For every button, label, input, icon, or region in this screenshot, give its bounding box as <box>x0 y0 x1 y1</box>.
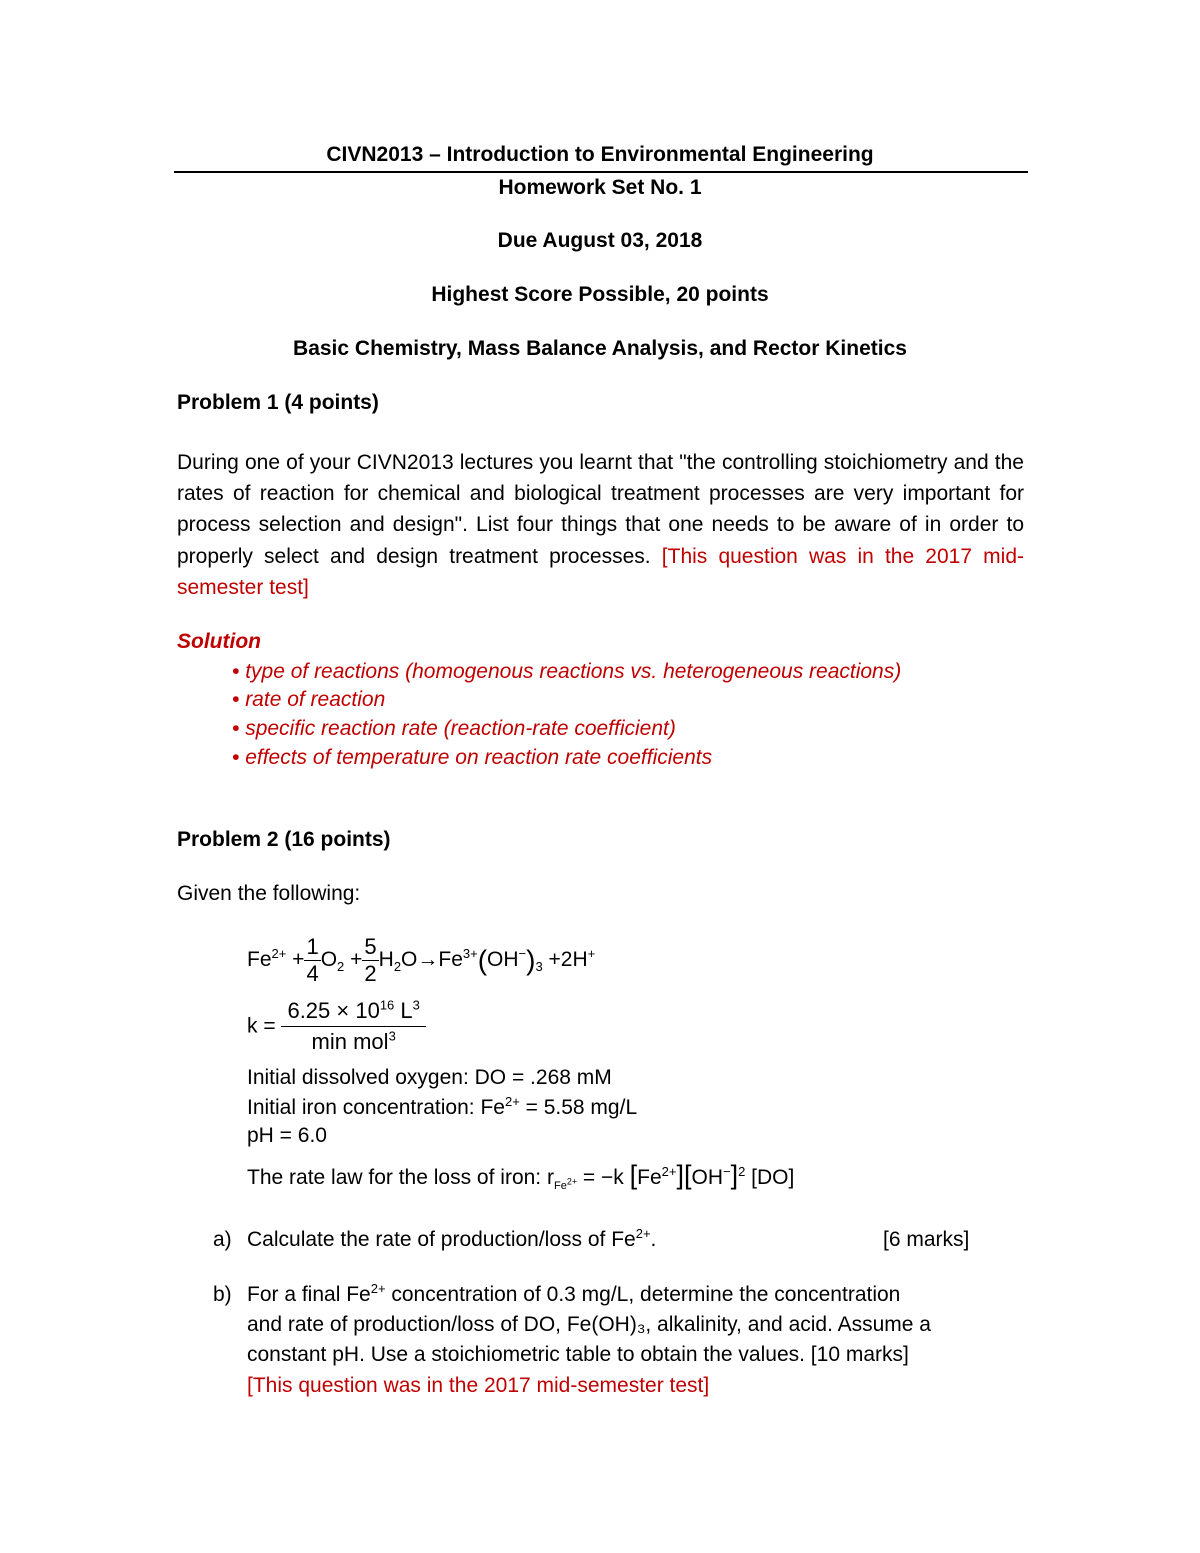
problem2-intro: Given the following: <box>177 882 361 905</box>
part-a-text: Calculate the rate of production/loss of $Fe^{2+}$. <box>247 1226 657 1251</box>
reaction-equation: $Fe^{2+}$ + $\frac{1}{4}$ $O_2$ + $\frac{5}{2}$ $H_2O\to Fe^{3+}(OH^-)_3 +2H^+$ <box>247 934 596 986</box>
problem1-note: [This question was in the 2017 mid-semester test] <box>177 544 1025 599</box>
solution-heading: Solution <box>177 630 261 653</box>
due-date: Due August 03, 2018 <box>497 229 703 252</box>
initial-iron: Initial iron concentration: $Fe^{2+} = 5.58$ mg/L <box>247 1094 638 1119</box>
problem1-body: During one of your CIVN2013 lectures you learnt that "the controlling stoichiometry and the rates of reaction for chemical and biological treatment processes are very important for process selection and design". List four things that one needs to be aware of in order to properly select and design treatment processes. <box>177 451 1024 568</box>
course-title: CIVN2013 – Introduction to Environmental Engineering <box>326 143 874 166</box>
problem1-heading: Problem 1 (4 points) <box>177 391 379 414</box>
part-b-note: [This question was in the 2017 mid-semester test] <box>247 1374 710 1397</box>
homework-title: Homework Set No. 1 <box>498 176 702 199</box>
initial-do: Initial dissolved oxygen: DO = .268 mM <box>247 1066 612 1089</box>
solution-item: • type of reactions (homogenous reactions vs. heterogeneous reactions) <box>232 660 902 683</box>
part-b-label: b) <box>213 1283 232 1306</box>
part-b-line: constant pH. Use a stoichiometric table to obtain the values. [10 marks] <box>247 1343 909 1366</box>
part-b-line: and rate of production/loss of DO, Fe(OH)₃, alkalinity, and acid. Assume a <box>247 1313 931 1336</box>
title-rule <box>174 171 1028 173</box>
part-b-line: For a final $Fe^{2+}$ concentration of 0.3 mg/L, determine the concentration <box>247 1281 901 1306</box>
rate-law: The rate law for the loss of iron: $r_{Fe^{2+}} = -k$ $[Fe^{2+}][OH^-]^2$ [DO] <box>247 1160 795 1193</box>
part-a-marks: [6 marks] <box>883 1228 970 1251</box>
part-a-label: a) <box>213 1228 232 1251</box>
ph-line: pH = 6.0 <box>247 1124 327 1147</box>
solution-item: • rate of reaction <box>232 688 386 711</box>
rate-constant: k = $\frac{6.25 \times 10^{16} L^3}{\min mol^3}$ <box>247 1000 426 1053</box>
solution-item: • effects of temperature on reaction rate coefficients <box>232 746 713 769</box>
problem2-heading: Problem 2 (16 points) <box>177 828 391 851</box>
score-line: Highest Score Possible, 20 points <box>431 283 769 306</box>
topic-line: Basic Chemistry, Mass Balance Analysis, and Rector Kinetics <box>293 337 907 360</box>
solution-item: • specific reaction rate (reaction-rate coefficient) <box>232 717 676 740</box>
problem1-text <box>177 447 1024 603</box>
